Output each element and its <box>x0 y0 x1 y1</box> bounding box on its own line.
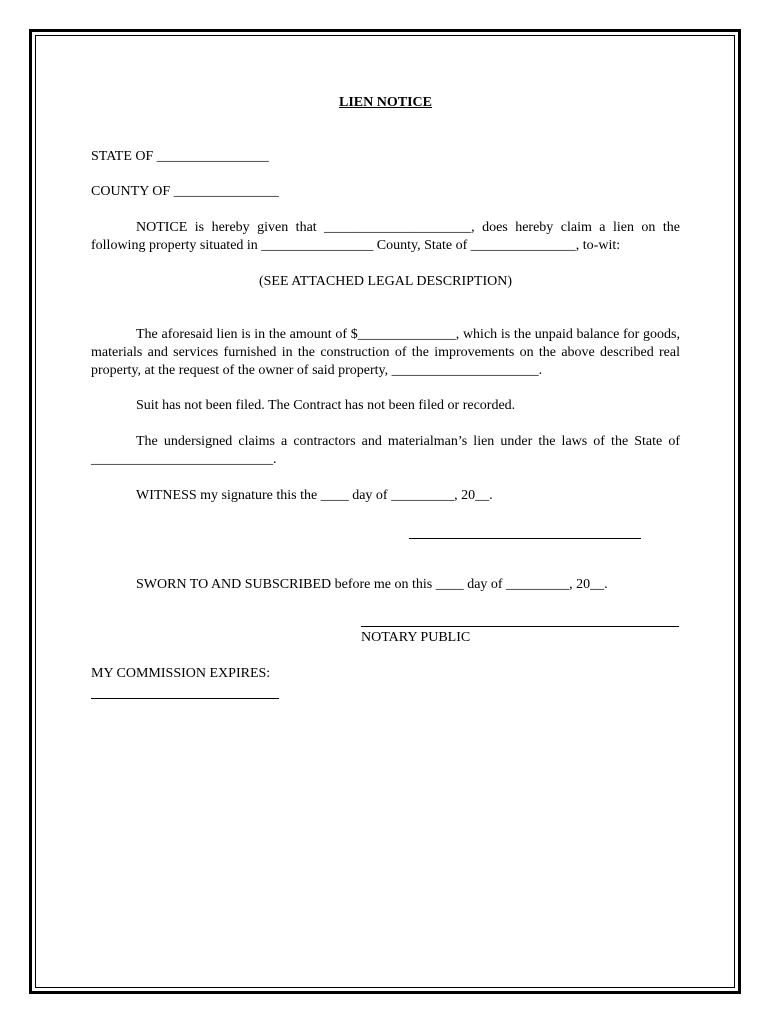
notice-paragraph: NOTICE is hereby given that _____________________, does hereby claim a lien on the following property situated in ________________ County, State of _______________, to-wit: <box>91 220 680 253</box>
signature-line <box>409 538 641 539</box>
suit-statement: Suit has not been filed. The Contract has not been filed or recorded. <box>136 398 516 413</box>
notary-signature-line <box>361 626 679 627</box>
legal-description: (SEE ATTACHED LEGAL DESCRIPTION) <box>258 274 513 289</box>
state-of-line: STATE OF ________________ <box>91 149 269 164</box>
sworn-line: SWORN TO AND SUBSCRIBED before me on this ____ day of _________, 20__. <box>136 577 608 592</box>
document-title: LIEN NOTICE <box>339 95 432 110</box>
commission-expires-label: MY COMMISSION EXPIRES: <box>91 666 271 681</box>
notary-public-label: NOTARY PUBLIC <box>361 630 471 645</box>
inner-border <box>35 35 735 988</box>
amount-paragraph: The aforesaid lien is in the amount of $______________, which is the unpaid balance for goods, materials and services furnished in the construction of the improvements on the above described real property, at the request of the owner of said property, _____________________. <box>91 327 680 378</box>
county-of-line: COUNTY OF _______________ <box>91 184 279 199</box>
commission-date-line <box>91 698 279 699</box>
claims-paragraph: The undersigned claims a contractors and materialman’s lien under the laws of the State of __________________________. <box>91 434 680 467</box>
witness-line: WITNESS my signature this the ____ day of _________, 20__. <box>136 488 493 503</box>
